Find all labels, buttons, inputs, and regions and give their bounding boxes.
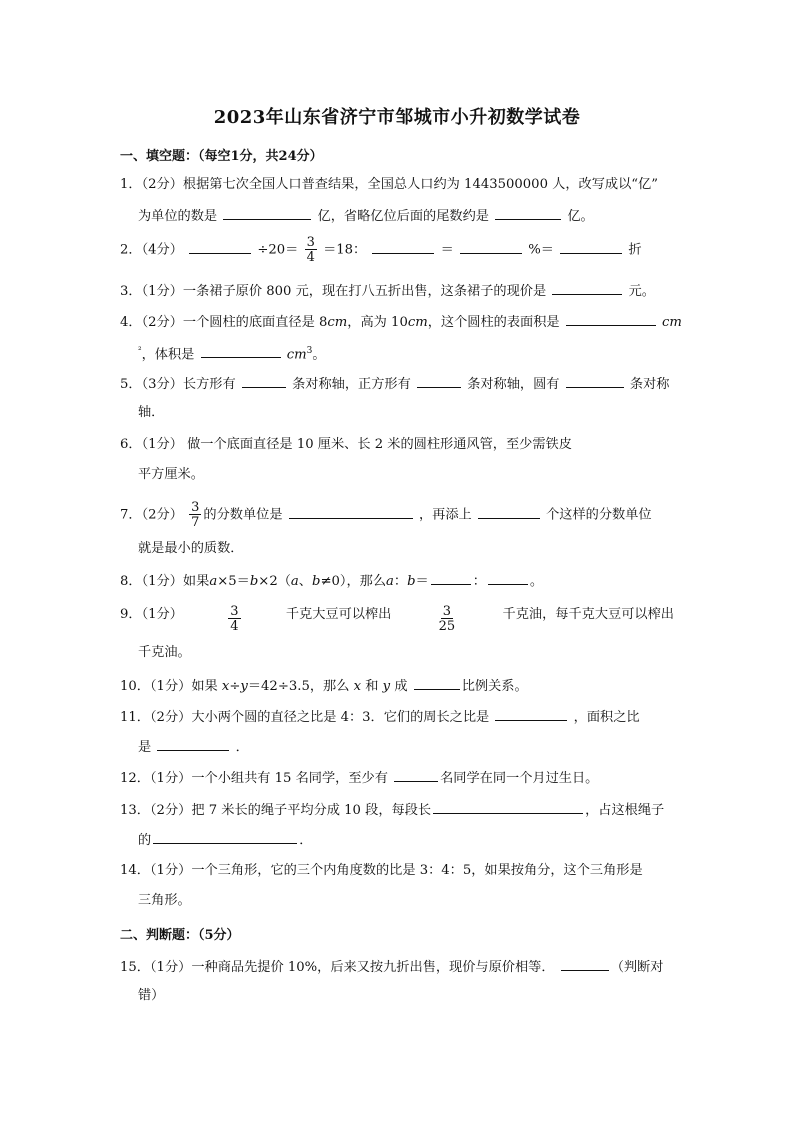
q2-line: 2．（4分） ÷20＝ $\frac{3}{4}$ ＝18： ＝ %＝ 折 (120, 235, 642, 265)
q7-line2: 就是最小的质数． (138, 541, 244, 556)
q15-line2: 错） (138, 988, 165, 1003)
q13-line1: 13．（2分）把 7 米长的绳子平均分成 10 段，每段长 ，占这根绳子 (120, 799, 664, 821)
q13-line2: 的 ． (138, 829, 312, 851)
q4-line2: $^{^2}$，体积是 $cm^3$。 (138, 341, 326, 365)
q11-line1: 11．（2分）大小两个圆的直径之比是 4：3．它们的周长之比是 ，面积之比 (120, 706, 640, 728)
q11-blank-2[interactable] (157, 736, 229, 751)
q1-blank-2[interactable] (495, 205, 561, 220)
q6-line2: 平方厘米。 (138, 467, 204, 482)
q6-line1: 6．（1分） 做一个底面直径是 10 厘米、长 2 米的圆柱形通风管，至少需铁皮 (120, 437, 572, 452)
q8-blank-2[interactable] (488, 570, 528, 585)
q8-line: 8．（1分）如果a×5＝b×2（a、b≠0），那么a：b＝ ： 。 (120, 570, 543, 592)
q7-blank-2[interactable] (478, 504, 540, 519)
q4-line1: 4．（2分）一个圆柱的底面直径是 8cm，高为 10cm，这个圆柱的表面积是 cm (120, 311, 682, 333)
q5-blank-1[interactable] (242, 373, 286, 388)
q4-blank-2[interactable] (201, 343, 281, 358)
q2-blank-1[interactable] (189, 239, 251, 254)
q1-line2: 为单位的数是 亿，省略亿位后面的尾数约是 亿。 (138, 205, 594, 227)
q1-line1: 1．（2分）根据第七次全国人口普查结果，全国总人口约为 1443500000 人，改写成以“亿” (120, 177, 658, 192)
q15-line1: 15．（1分）一种商品先提价 10%，后来又按九折出售，现价与原价相等． （判断对 (120, 956, 663, 978)
q5-line2: 轴． (138, 405, 165, 420)
q10-line: 10．（1分）如果 x÷y＝42÷3.5，那么 x 和 y 成 比例关系。 (120, 675, 528, 697)
q5-blank-2[interactable] (417, 373, 461, 388)
q9-fraction-2: $\frac{3}{25}$ (438, 604, 456, 634)
q3-blank[interactable] (552, 280, 622, 295)
q5-blank-3[interactable] (566, 373, 624, 388)
q14-line1: 14．（1分）一个三角形，它的三个内角度数的比是 3：4：5，如果按角分，这个三角形是 (120, 863, 643, 878)
q13-blank-2[interactable] (153, 829, 297, 844)
q13-blank-1[interactable] (433, 799, 583, 814)
q2-blank-3[interactable] (460, 239, 522, 254)
q3-line: 3．（1分）一条裙子原价 800 元，现在打八五折出售，这条裙子的现价是 元。 (120, 280, 655, 302)
page-title: 2023年山东省济宁市邹城市小升初数学试卷 (213, 107, 581, 128)
q15-blank[interactable] (561, 956, 609, 971)
q11-line2: 是 ． (138, 736, 249, 758)
q9-line2: 千克油。 (138, 645, 191, 660)
q9-fraction-1: $\frac{3}{4}$ (230, 604, 239, 634)
q1-blank-1[interactable] (223, 205, 311, 220)
q7-blank-1[interactable] (289, 504, 413, 519)
q4-blank-1[interactable] (566, 311, 656, 326)
q2-blank-4[interactable] (560, 239, 622, 254)
q7-fraction: $\frac{3}{7}$ (191, 500, 200, 530)
q2-fraction: $\frac{3}{4}$ (306, 235, 315, 265)
q9-line1: 9．（1分） $\frac{3}{4}$ 千克大豆可以榨出 $\frac{3}{25}$ 千克油，每千克大豆可以榨出 (120, 604, 674, 634)
q12-line: 12．（1分）一个小组共有 15 名同学，至少有 名同学在同一个月过生日。 (120, 767, 598, 789)
q11-blank-1[interactable] (495, 706, 567, 721)
q10-blank[interactable] (414, 675, 460, 690)
q12-blank[interactable] (394, 767, 438, 782)
section-judge-header: 二、判断题：（5分） (120, 928, 240, 943)
q14-line2: 三角形。 (138, 893, 191, 908)
q2-blank-2[interactable] (372, 239, 434, 254)
q5-line1: 5．（3分）长方形有 条对称轴，正方形有 条对称轴，圆有 条对称 (120, 373, 669, 395)
q7-line1: 7．（2分） $\frac{3}{7}$ 的分数单位是 ，再添上 个这样的分数单位 (120, 500, 652, 530)
section-fill-header: 一、填空题：（每空1分，共24分） (120, 149, 323, 164)
q8-blank-1[interactable] (431, 570, 471, 585)
